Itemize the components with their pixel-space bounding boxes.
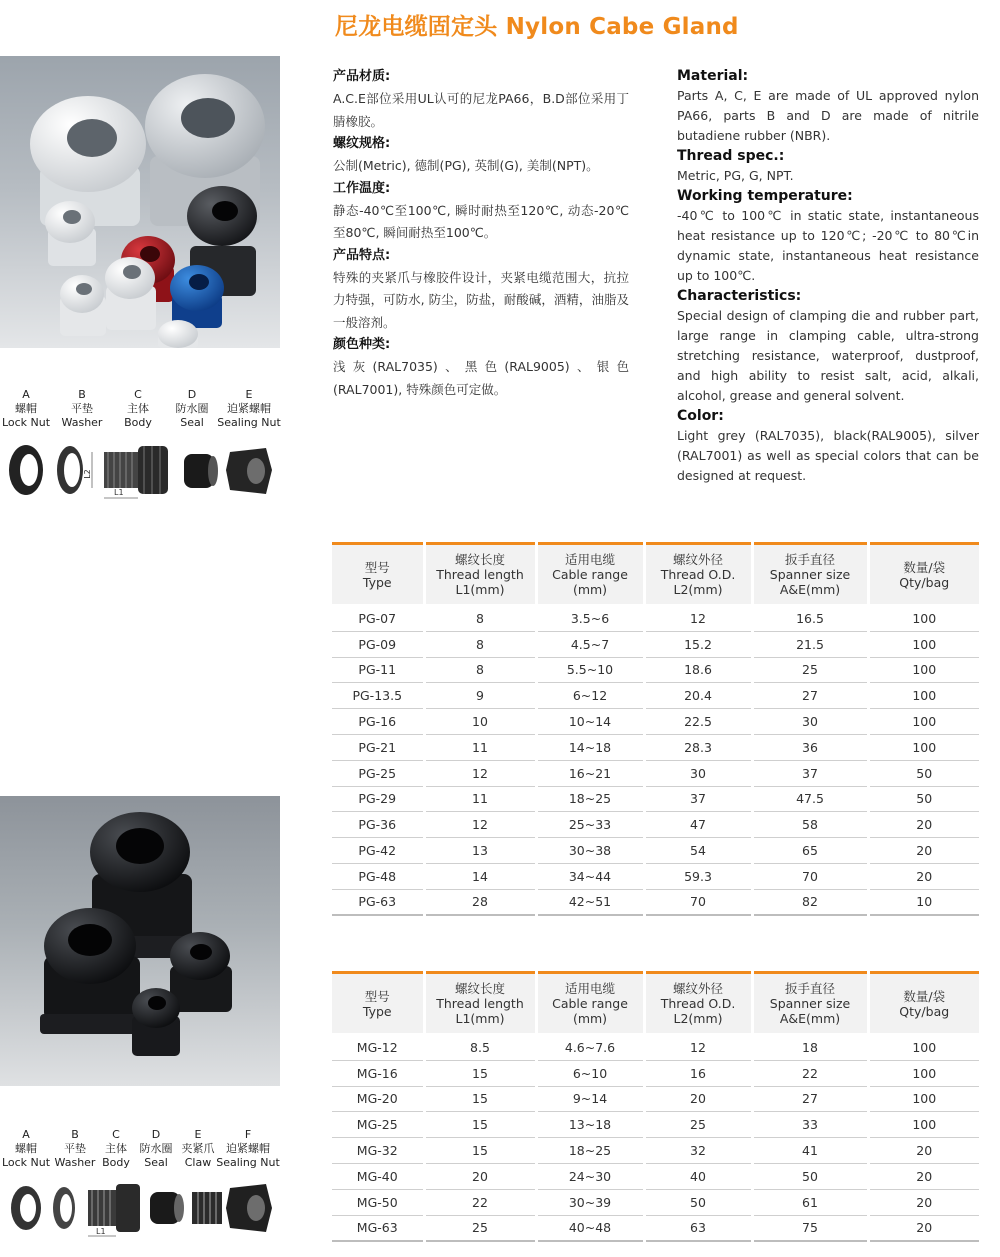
table-cell: 75 xyxy=(752,1215,868,1241)
table-cell: 25 xyxy=(752,657,868,683)
table-cell: 12 xyxy=(424,760,536,786)
table-cell: MG-32 xyxy=(332,1138,424,1164)
col-thread-od: 螺纹外径 Thread O.D. L2(mm) xyxy=(644,544,752,606)
mg-spec-table xyxy=(332,971,979,1242)
table-cell: 41 xyxy=(752,1138,868,1164)
table-cell: 32 xyxy=(644,1138,752,1164)
table-cell: 18~25 xyxy=(536,1138,644,1164)
table-cell: MG-16 xyxy=(332,1060,424,1086)
cn-char-text: 特殊的夹紧爪与橡胶件设计，夹紧电缆范围大，抗拉力特强，可防水, 防尘，防盐，耐酸碱，酒精，油脂及一般溶剂。 xyxy=(333,269,629,330)
table-cell: 28 xyxy=(424,889,536,915)
table-row xyxy=(332,657,979,683)
table-cell: 40~48 xyxy=(536,1215,644,1241)
table-cell: PG-29 xyxy=(332,786,424,812)
table-cell: MG-20 xyxy=(332,1086,424,1112)
table-cell: 14~18 xyxy=(536,734,644,760)
table-cell: 16 xyxy=(644,1060,752,1086)
table-row xyxy=(332,812,979,838)
table-cell: 25 xyxy=(424,1215,536,1241)
part-e: E 夹紧爪 Claw xyxy=(181,1128,215,1169)
table-cell: 11 xyxy=(424,734,536,760)
l2-label: L2 xyxy=(83,469,92,479)
table-cell: MG-25 xyxy=(332,1112,424,1138)
table-cell: PG-25 xyxy=(332,760,424,786)
en-material-heading: Material: xyxy=(677,68,749,84)
table-cell: 54 xyxy=(644,838,752,864)
table-row xyxy=(332,1215,979,1241)
table-cell: PG-21 xyxy=(332,734,424,760)
table-cell: 100 xyxy=(868,709,979,735)
table-cell: 22 xyxy=(424,1189,536,1215)
table-cell: PG-63 xyxy=(332,889,424,915)
en-temp-text: -40℃ to 100℃ in static state, instantaneous heat resistance up to 120℃; -20℃ to 80℃in dynamic state, instantaneous heat resistance up to 100℃. xyxy=(677,208,979,283)
table-cell: 12 xyxy=(644,606,752,632)
table-cell: 6~12 xyxy=(536,683,644,709)
table-cell: 24~30 xyxy=(536,1163,644,1189)
table-cell: PG-13.5 xyxy=(332,683,424,709)
table-cell: 8 xyxy=(424,631,536,657)
table-cell: 82 xyxy=(752,889,868,915)
table-cell: 8 xyxy=(424,606,536,632)
parts-legend-pg xyxy=(0,388,280,432)
en-thread-heading: Thread spec.: xyxy=(677,148,785,164)
table-cell: PG-42 xyxy=(332,838,424,864)
table-cell: 4.6~7.6 xyxy=(536,1035,644,1061)
table-cell: 8 xyxy=(424,657,536,683)
table-cell: 70 xyxy=(752,863,868,889)
table-row xyxy=(332,760,979,786)
table-cell: 15 xyxy=(424,1060,536,1086)
col-cable-range: 适用电缆 Cable range (mm) xyxy=(536,973,644,1035)
table-cell: 5.5~10 xyxy=(536,657,644,683)
en-char-heading: Characteristics: xyxy=(677,288,802,304)
col-cable-range: 适用电缆 Cable range (mm) xyxy=(536,544,644,606)
table-cell: 65 xyxy=(752,838,868,864)
part-a: A 螺帽 Lock Nut xyxy=(1,1128,51,1169)
table-cell: PG-07 xyxy=(332,606,424,632)
cn-temp-text: 静态-40℃至100℃, 瞬时耐热至120℃, 动态-20℃至80℃, 瞬间耐热至100℃。 xyxy=(333,202,629,240)
table-cell: 20 xyxy=(868,1138,979,1164)
table-row xyxy=(332,683,979,709)
table-row xyxy=(332,889,979,915)
table-cell: MG-40 xyxy=(332,1163,424,1189)
table-cell: 50 xyxy=(644,1189,752,1215)
parts-legend-mg xyxy=(0,1128,280,1172)
table-cell: 47.5 xyxy=(752,786,868,812)
table-row xyxy=(332,734,979,760)
col-thread-length: 螺纹长度 Thread length L1(mm) xyxy=(424,973,536,1035)
cn-material-heading: 产品材质: xyxy=(333,69,391,84)
col-qty-bag: 数量/袋 Qty/bag xyxy=(868,973,979,1035)
table-row xyxy=(332,1086,979,1112)
table-cell: 36 xyxy=(752,734,868,760)
table-cell: 33 xyxy=(752,1112,868,1138)
table-cell: 30~39 xyxy=(536,1189,644,1215)
table-cell: 4.5~7 xyxy=(536,631,644,657)
table-cell: MG-63 xyxy=(332,1215,424,1241)
en-color-heading: Color: xyxy=(677,408,724,424)
table-cell: 15 xyxy=(424,1086,536,1112)
table-cell: 27 xyxy=(752,1086,868,1112)
table-header-row xyxy=(332,973,979,1035)
table-cell: 22.5 xyxy=(644,709,752,735)
table-cell: 100 xyxy=(868,1086,979,1112)
table-cell: 8.5 xyxy=(424,1035,536,1061)
part-a: A 螺帽 Lock Nut xyxy=(1,388,51,429)
cn-color-text: 浅灰(RAL7035)、黑色(RAL9005)、银色(RAL7001), 特殊颜色可定做。 xyxy=(333,359,629,397)
table-cell: 50 xyxy=(868,786,979,812)
table-cell: 18 xyxy=(752,1035,868,1061)
table-row xyxy=(332,1060,979,1086)
page-title: 尼龙电缆固定头 Nylon Cabe Gland xyxy=(335,14,739,40)
table-cell: 34~44 xyxy=(536,863,644,889)
product-photo-black-glands xyxy=(0,796,280,1086)
l1-label: L1 xyxy=(96,1227,106,1236)
cn-thread-heading: 螺纹规格: xyxy=(333,136,391,151)
table-cell: 100 xyxy=(868,734,979,760)
table-cell: 63 xyxy=(644,1215,752,1241)
table-cell: 18.6 xyxy=(644,657,752,683)
table-cell: 12 xyxy=(644,1035,752,1061)
description-en xyxy=(677,66,979,486)
table-cell: 15 xyxy=(424,1138,536,1164)
table-row xyxy=(332,631,979,657)
cn-temp-heading: 工作温度: xyxy=(333,180,391,196)
table-row xyxy=(332,786,979,812)
part-b: B 平垫 Washer xyxy=(61,388,103,429)
table-cell: 13~18 xyxy=(536,1112,644,1138)
description-cn xyxy=(333,66,629,401)
table-cell: 100 xyxy=(868,631,979,657)
table-row xyxy=(332,1112,979,1138)
table-row xyxy=(332,606,979,632)
table-cell: 47 xyxy=(644,812,752,838)
table-cell: 13 xyxy=(424,838,536,864)
table-cell: 10~14 xyxy=(536,709,644,735)
table-cell: 20 xyxy=(424,1163,536,1189)
table-cell: 100 xyxy=(868,1112,979,1138)
part-c: C 主体 Body xyxy=(124,388,152,429)
table-cell: PG-48 xyxy=(332,863,424,889)
table-cell: 20 xyxy=(868,1189,979,1215)
pg-spec-table xyxy=(332,542,979,916)
table-cell: 58 xyxy=(752,812,868,838)
cn-material-text: A.C.E部位采用UL认可的尼龙PA66，B.D部位采用丁腈橡胶。 xyxy=(333,91,629,129)
table-cell: 42~51 xyxy=(536,889,644,915)
en-temp-heading: Working temperature: xyxy=(677,188,853,204)
table-cell: 12 xyxy=(424,812,536,838)
col-type: 型号 Type xyxy=(332,544,424,606)
table-cell: 9 xyxy=(424,683,536,709)
table-cell: 70 xyxy=(644,889,752,915)
exploded-diagram-mg xyxy=(4,1178,276,1246)
en-material-text: Parts A, C, E are made of UL approved nylon PA66, parts B and D are made of nitrile butadiene rubber (NBR). xyxy=(677,88,979,143)
table-cell: 25~33 xyxy=(536,812,644,838)
pg-table-body xyxy=(332,606,979,916)
table-cell: 16.5 xyxy=(752,606,868,632)
table-cell: PG-09 xyxy=(332,631,424,657)
product-photo-nylon-glands xyxy=(0,56,280,348)
table-cell: MG-12 xyxy=(332,1035,424,1061)
cn-char-heading: 产品特点: xyxy=(333,247,391,263)
table-row xyxy=(332,838,979,864)
table-cell: 40 xyxy=(644,1163,752,1189)
table-cell: 100 xyxy=(868,1035,979,1061)
exploded-diagram-pg xyxy=(4,438,276,508)
table-cell: 10 xyxy=(424,709,536,735)
table-cell: 28.3 xyxy=(644,734,752,760)
mg-table-body xyxy=(332,1035,979,1241)
table-cell: 21.5 xyxy=(752,631,868,657)
en-color-text: Light grey (RAL7035), black(RAL9005), silver (RAL7001) as well as special colors that can be designed at request. xyxy=(677,428,979,483)
table-row xyxy=(332,709,979,735)
table-cell: 100 xyxy=(868,657,979,683)
table-cell: MG-50 xyxy=(332,1189,424,1215)
table-cell: 3.5~6 xyxy=(536,606,644,632)
table-cell: 9~14 xyxy=(536,1086,644,1112)
table-cell: 30~38 xyxy=(536,838,644,864)
part-b: B 平垫 Washer xyxy=(54,1128,96,1169)
cn-color-heading: 颜色种类: xyxy=(333,337,391,352)
table-cell: 20 xyxy=(644,1086,752,1112)
table-cell: 14 xyxy=(424,863,536,889)
table-cell: 20 xyxy=(868,1163,979,1189)
table-cell: 20.4 xyxy=(644,683,752,709)
table-row xyxy=(332,1138,979,1164)
table-cell: 16~21 xyxy=(536,760,644,786)
table-cell: 37 xyxy=(644,786,752,812)
table-cell: 15.2 xyxy=(644,631,752,657)
part-d: D 防水圈 Seal xyxy=(139,1128,173,1169)
table-cell: PG-16 xyxy=(332,709,424,735)
en-thread-text: Metric, PG, G, NPT. xyxy=(677,168,794,183)
col-qty-bag: 数量/袋 Qty/bag xyxy=(868,544,979,606)
en-char-text: Special design of clamping die and rubber part, large range in clamping cable, ultra-strong stretching resistance, waterproof, dustproof, and high ability to resist salt, acid, alkali, alcohol, grease and general solvent. xyxy=(677,308,979,403)
table-cell: 20 xyxy=(868,863,979,889)
col-thread-length: 螺纹长度 Thread length L1(mm) xyxy=(424,544,536,606)
part-c: C 主体 Body xyxy=(102,1128,130,1169)
table-cell: 27 xyxy=(752,683,868,709)
table-cell: 20 xyxy=(868,1215,979,1241)
table-cell: PG-36 xyxy=(332,812,424,838)
table-cell: 18~25 xyxy=(536,786,644,812)
table-cell: 100 xyxy=(868,1060,979,1086)
table-cell: 20 xyxy=(868,838,979,864)
col-type: 型号 Type xyxy=(332,973,424,1035)
table-cell: 37 xyxy=(752,760,868,786)
table-row xyxy=(332,1189,979,1215)
part-f: F 迫紧螺帽 Sealing Nut xyxy=(216,1128,280,1169)
table-cell: 6~10 xyxy=(536,1060,644,1086)
table-cell: 10 xyxy=(868,889,979,915)
col-spanner-size: 扳手直径 Spanner size A&E(mm) xyxy=(752,973,868,1035)
table-cell: PG-11 xyxy=(332,657,424,683)
table-cell: 61 xyxy=(752,1189,868,1215)
table-cell: 22 xyxy=(752,1060,868,1086)
table-cell: 30 xyxy=(644,760,752,786)
cn-thread-text: 公制(Metric), 德制(PG), 英制(G), 美制(NPT)。 xyxy=(333,158,599,173)
l1-label: L1 xyxy=(114,488,124,497)
table-cell: 50 xyxy=(752,1163,868,1189)
table-cell: 30 xyxy=(752,709,868,735)
table-row xyxy=(332,1163,979,1189)
table-cell: 15 xyxy=(424,1112,536,1138)
table-cell: 20 xyxy=(868,812,979,838)
table-cell: 100 xyxy=(868,606,979,632)
table-row xyxy=(332,1035,979,1061)
table-cell: 25 xyxy=(644,1112,752,1138)
part-d: D 防水圈 Seal xyxy=(175,388,209,429)
col-spanner-size: 扳手直径 Spanner size A&E(mm) xyxy=(752,544,868,606)
table-cell: 59.3 xyxy=(644,863,752,889)
col-thread-od: 螺纹外径 Thread O.D. L2(mm) xyxy=(644,973,752,1035)
table-cell: 11 xyxy=(424,786,536,812)
table-cell: 50 xyxy=(868,760,979,786)
part-e: E 迫紧螺帽 Sealing Nut xyxy=(217,388,281,429)
table-row xyxy=(332,863,979,889)
table-cell: 100 xyxy=(868,683,979,709)
table-header-row xyxy=(332,544,979,606)
